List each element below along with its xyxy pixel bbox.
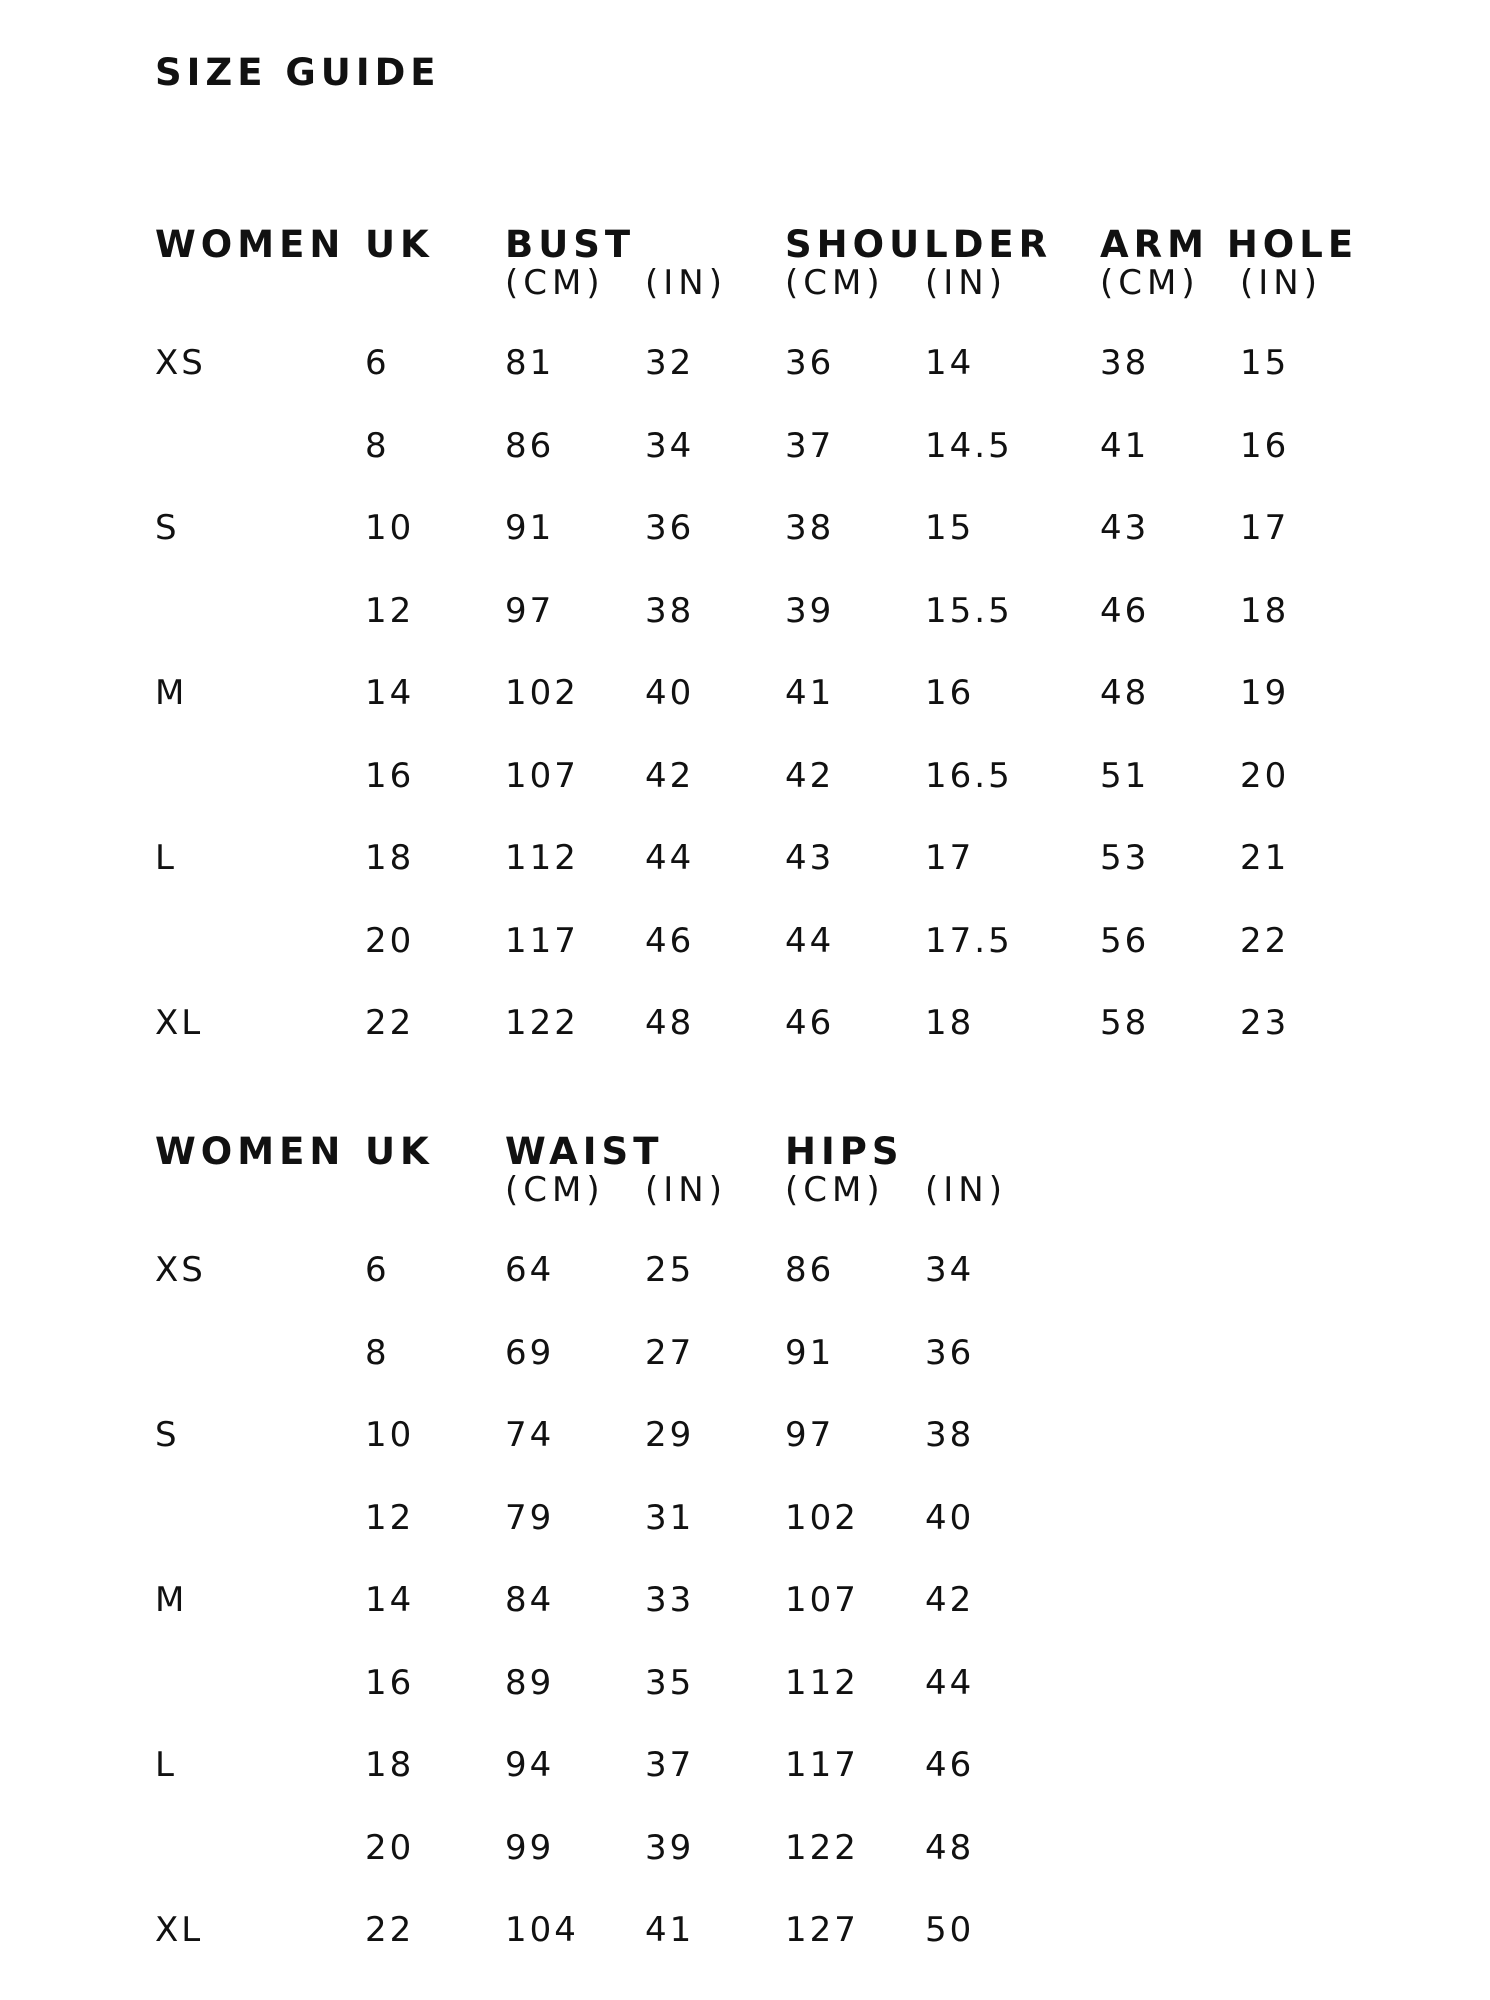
size-table-2-row-cell: 40 [925, 1497, 975, 1538]
size-table-1-row-cell: 44 [785, 920, 835, 961]
size-table-1-row-cell: 97 [505, 590, 555, 631]
size-table-2-row-size-label: XL [155, 1910, 204, 1950]
size-table-1-row-cell: 51 [1100, 755, 1150, 796]
size-table-1-header-arm-hole: ARM HOLE [1100, 223, 1359, 266]
size-table-2-row-cell: 79 [505, 1497, 555, 1538]
size-table-2-row-cell: 29 [645, 1415, 695, 1455]
size-table-2-row-cell: 46 [925, 1745, 975, 1785]
size-table-1-row-size-label: M [155, 673, 188, 713]
size-table-1-row-cell: 6 [365, 343, 390, 383]
size-table-1-row-cell: 23 [1240, 1003, 1290, 1043]
size-table-1-row-size-label: L [155, 838, 177, 878]
size-table-1-row-cell: 86 [505, 425, 555, 466]
size-table-1-row-cell: 17 [925, 838, 975, 878]
size-table-1-row-cell: 42 [785, 755, 835, 796]
size-table-1-row-cell: 14 [365, 673, 415, 713]
size-table-1-row-cell: 102 [505, 673, 579, 713]
size-table-2-row-cell: 16 [365, 1662, 415, 1703]
size-table-2-row-cell: 10 [365, 1415, 415, 1455]
size-table-2-row-cell: 31 [645, 1497, 695, 1538]
size-table-1-row-cell: 16 [1240, 425, 1290, 466]
size-table-1-row-cell: 15.5 [925, 590, 1013, 631]
size-table-1-row-cell: 18 [1240, 590, 1290, 631]
size-table-2-subheader-hips-in: (IN) [925, 1170, 1007, 1210]
size-table-1-row-cell: 58 [1100, 1003, 1150, 1043]
size-table-2-row-cell: 89 [505, 1662, 555, 1703]
size-table-2-row-cell: 42 [925, 1580, 975, 1620]
size-table-2-row-cell: 127 [785, 1910, 859, 1950]
size-table-2-row-size-label: M [155, 1580, 188, 1620]
page-title: SIZE GUIDE [155, 51, 441, 94]
size-table-2-row-cell: 6 [365, 1250, 390, 1290]
size-table-2-row-cell: 37 [645, 1745, 695, 1785]
size-table-1-row-cell: 16 [925, 673, 975, 713]
size-table-1-row-cell: 18 [925, 1003, 975, 1043]
size-table-2-row-cell: 34 [925, 1250, 975, 1290]
size-table-1-row-cell: 36 [645, 508, 695, 548]
size-table-1-row-cell: 48 [645, 1003, 695, 1043]
size-table-1-row-cell: 22 [365, 1003, 415, 1043]
size-table-1-row-cell: 22 [1240, 920, 1290, 961]
size-table-2-row-cell: 64 [505, 1250, 555, 1290]
size-table-1-row-cell: 38 [645, 590, 695, 631]
size-table-1-row-cell: 48 [1100, 673, 1150, 713]
size-table-1-row-cell: 117 [505, 920, 579, 961]
size-table-1-row-cell: 37 [785, 425, 835, 466]
size-table-2-row-cell: 41 [645, 1910, 695, 1950]
size-table-2-row-cell: 107 [785, 1580, 859, 1620]
size-table-1-row-cell: 20 [1240, 755, 1290, 796]
size-table-1-row-cell: 8 [365, 425, 390, 466]
size-table-1-row-cell: 21 [1240, 838, 1290, 878]
size-table-2-row-cell: 122 [785, 1827, 859, 1868]
size-table-1-row-cell: 41 [1100, 425, 1150, 466]
size-table-1-row-cell: 38 [1100, 343, 1150, 383]
size-table-2-row-size-label: S [155, 1415, 180, 1455]
size-table-1-row-cell: 14.5 [925, 425, 1013, 466]
size-table-1-row-cell: 43 [785, 838, 835, 878]
size-table-2-row-cell: 102 [785, 1497, 859, 1538]
size-table-1-row-cell: 40 [645, 673, 695, 713]
size-table-1-row-cell: 46 [785, 1003, 835, 1043]
size-table-2-row-cell: 44 [925, 1662, 975, 1703]
size-table-2-row-cell: 91 [785, 1332, 835, 1373]
size-table-2-row-cell: 50 [925, 1910, 975, 1950]
size-table-1-row-cell: 34 [645, 425, 695, 466]
size-table-2-row-cell: 14 [365, 1580, 415, 1620]
size-table-1-row-cell: 81 [505, 343, 555, 383]
size-table-2-header-hips: HIPS [785, 1130, 904, 1173]
size-table-1-row-cell: 46 [1100, 590, 1150, 631]
size-table-2-header-uk: UK [365, 1130, 434, 1173]
size-table-2-row-cell: 38 [925, 1415, 975, 1455]
size-table-2-row-cell: 104 [505, 1910, 579, 1950]
size-table-1-row-cell: 17.5 [925, 920, 1013, 961]
size-table-1-header-women: WOMEN [155, 223, 346, 266]
size-table-2-row-cell: 117 [785, 1745, 859, 1785]
size-table-2-subheader-waist-cm: (CM) [505, 1170, 605, 1210]
size-table-2-row-cell: 20 [365, 1827, 415, 1868]
size-table-2-row-cell: 94 [505, 1745, 555, 1785]
size-table-2-row-size-label: XS [155, 1250, 206, 1290]
size-table-2-header-waist: WAIST [505, 1130, 664, 1173]
size-table-2-row-cell: 33 [645, 1580, 695, 1620]
size-table-2-row-cell: 48 [925, 1827, 975, 1868]
size-table-2-subheader-hips-cm: (CM) [785, 1170, 885, 1210]
size-table-1-header-shoulder: SHOULDER [785, 223, 1053, 266]
size-table-2-row-cell: 35 [645, 1662, 695, 1703]
size-table-1-row-cell: 14 [925, 343, 975, 383]
size-table-1-subheader-bust-in: (IN) [645, 263, 727, 303]
size-table-2-row-cell: 84 [505, 1580, 555, 1620]
size-table-2-row-cell: 36 [925, 1332, 975, 1373]
size-table-2-row-cell: 39 [645, 1827, 695, 1868]
size-table-2-row-cell: 69 [505, 1332, 555, 1373]
size-table-1-row-cell: 16.5 [925, 755, 1013, 796]
size-table-2-row-cell: 22 [365, 1910, 415, 1950]
size-table-2-row-cell: 27 [645, 1332, 695, 1373]
size-table-1-row-cell: 38 [785, 508, 835, 548]
size-table-1-row-size-label: XS [155, 343, 206, 383]
size-table-2-row-cell: 112 [785, 1662, 859, 1703]
size-table-1-row-cell: 112 [505, 838, 579, 878]
size-table-1-row-cell: 15 [925, 508, 975, 548]
size-table-1-subheader-arm-hole-in: (IN) [1240, 263, 1322, 303]
size-table-2-row-cell: 18 [365, 1745, 415, 1785]
size-table-1-subheader-arm-hole-cm: (CM) [1100, 263, 1200, 303]
size-table-1-row-cell: 56 [1100, 920, 1150, 961]
size-table-1-row-cell: 17 [1240, 508, 1290, 548]
size-table-1-row-size-label: S [155, 508, 180, 548]
size-table-2-row-cell: 12 [365, 1497, 415, 1538]
size-table-2-row-size-label: L [155, 1745, 177, 1785]
size-table-1-header-bust: BUST [505, 223, 636, 266]
size-table-1-row-cell: 10 [365, 508, 415, 548]
size-table-2-row-cell: 99 [505, 1827, 555, 1868]
size-table-1-row-cell: 53 [1100, 838, 1150, 878]
size-table-1-row-cell: 122 [505, 1003, 579, 1043]
size-table-1-row-cell: 16 [365, 755, 415, 796]
size-table-1-row-cell: 15 [1240, 343, 1290, 383]
size-table-1-row-cell: 91 [505, 508, 555, 548]
size-table-1-row-cell: 43 [1100, 508, 1150, 548]
size-table-2-row-cell: 97 [785, 1415, 835, 1455]
size-table-1-row-cell: 41 [785, 673, 835, 713]
size-table-1-subheader-shoulder-in: (IN) [925, 263, 1007, 303]
size-table-1-row-cell: 19 [1240, 673, 1290, 713]
size-table-1-row-cell: 12 [365, 590, 415, 631]
size-table-1-row-cell: 42 [645, 755, 695, 796]
size-table-2-row-cell: 86 [785, 1250, 835, 1290]
size-table-1-row-cell: 39 [785, 590, 835, 631]
size-table-2-row-cell: 25 [645, 1250, 695, 1290]
size-table-2-row-cell: 74 [505, 1415, 555, 1455]
size-table-1-row-cell: 18 [365, 838, 415, 878]
size-table-1-row-cell: 44 [645, 838, 695, 878]
size-table-1-row-cell: 36 [785, 343, 835, 383]
size-table-1-row-cell: 46 [645, 920, 695, 961]
size-table-1-header-uk: UK [365, 223, 434, 266]
size-table-2-header-women: WOMEN [155, 1130, 346, 1173]
size-table-1-subheader-shoulder-cm: (CM) [785, 263, 885, 303]
size-table-2-subheader-waist-in: (IN) [645, 1170, 727, 1210]
size-table-1-row-cell: 32 [645, 343, 695, 383]
size-table-1-subheader-bust-cm: (CM) [505, 263, 605, 303]
size-table-1-row-cell: 20 [365, 920, 415, 961]
size-table-1-row-size-label: XL [155, 1003, 204, 1043]
size-table-1-row-cell: 107 [505, 755, 579, 796]
size-table-2-row-cell: 8 [365, 1332, 390, 1373]
